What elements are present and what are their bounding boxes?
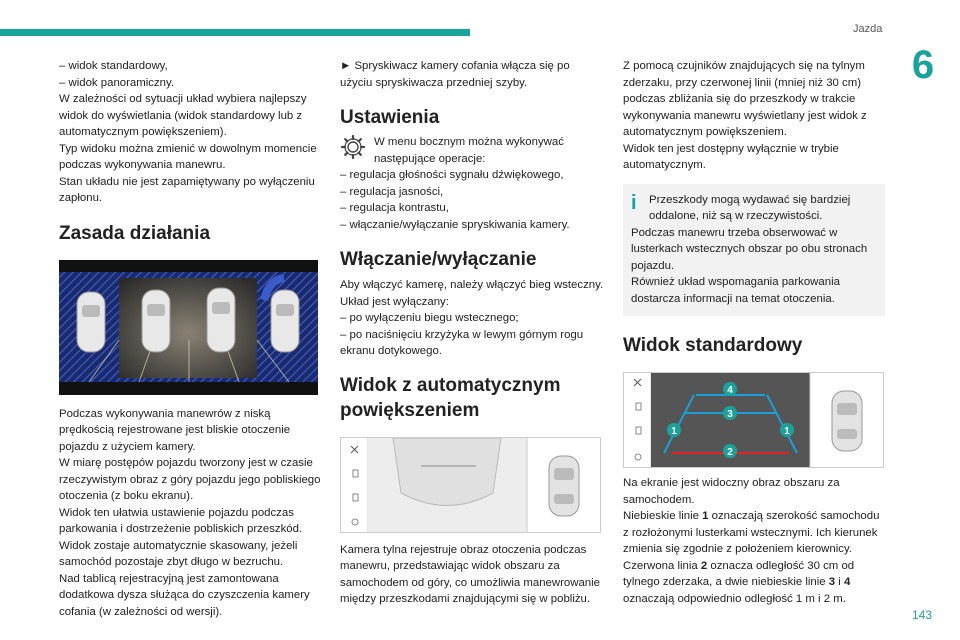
text-line: Na ekranie jest widoczny obraz obszaru za [623,477,840,489]
text-line: parkowania i dostrzeżenie pobliskich przeszkód. [59,523,303,535]
chapter-number: 6 [911,43,935,87]
text-line: wykonywania manewru wyświetlany jest widok z [623,109,867,122]
text-line: podczas wykonywania manewru. [59,159,226,171]
text-line: Kamera tylna rejestruje obraz otoczenia podczas [340,543,587,556]
text-line: Z pomocą czujników znajdujących się na tylnym [623,60,865,72]
text-line: Stan układu nie jest zapamiętywany po wyłączeniu [59,175,315,188]
gear-icon [340,134,366,160]
column-1 [59,58,321,620]
text-line: manewru, przedstawiając widok obszaru za [340,560,560,572]
text-line: rzeczywistym obraz z góry pojazdu jego pobliskiego [59,473,321,486]
car-icon [271,290,299,352]
heading-on-off: Włączanie/wyłączanie [340,249,537,270]
text-line: samochodem od góry, co umożliwia manewrowanie [340,576,600,589]
figure-number-2: 2 [727,447,733,458]
list-item: – regulacja głośności sygnału dźwiękowego, [340,169,564,181]
car-icon [207,288,235,352]
figure-number-1: 1 [784,426,790,437]
auto-zoom-sensor-text [623,58,885,174]
auto-zoom-screen-illustration [341,438,600,532]
heading-line: Widok z automatycznym [340,374,561,396]
text-line: Podczas manewru trzeba obserwować w [631,226,838,239]
text-line: – po naciśnięciu krzyżyka w lewym górnym rogu [340,328,584,341]
heading-auto-zoom [340,373,602,423]
text-line: tylnego zderzaka, a dwie niebieskie linie 3 i 4 [623,576,851,588]
text-line: Również układ wspomagania parkowania [631,276,840,288]
text-line: podczas zbliżania się do przeszkody w trakcie [623,93,856,105]
text-line: Czerwona linia 2 oznacza odległość 30 cm od [623,559,855,572]
text-line: Układ jest wyłączany: [340,295,449,308]
running-header: Jazda [853,23,883,35]
figure-auto-zoom-screen [340,437,601,533]
text-line: zapłonu. [59,192,103,204]
text-line: automatycznym powiększeniem. [623,126,787,138]
auto-zoom-text [340,542,602,608]
column-2 [340,58,602,608]
text-line: ekranu dotykowego. [340,345,442,357]
car-icon [77,292,105,352]
text-line: lusterkach wstecznych obszar po obu stronach [631,243,868,255]
list-item: – regulacja jasności, [340,185,444,198]
header-accent-bar [0,29,470,36]
text-line: zmienia się zgodnie z położeniem kierownicy. [623,543,852,555]
text-line: cofania (w zależności od wersji). [59,605,223,618]
on-off-text [340,277,602,360]
text-line: W zależności od sytuacji układ wybiera najlepszy [59,93,307,105]
text-line: Podczas wykonywania manewrów z niską [59,407,271,420]
list-item: – regulacja kontrastu, [340,202,449,214]
text-line: Widok zostaje automatycznie skasowany, jeżeli [59,539,298,552]
heading-operating-principle: Zasada działania [59,222,211,244]
text-line: W menu bocznym można wykonywać [374,136,564,148]
intro-text [59,58,321,207]
text-line: pojazdu. [631,259,675,272]
heading-line: powiększeniem [340,399,480,421]
standard-view-illustration [624,373,883,467]
figure-standard-view-screen [623,372,884,468]
figure-parking-views [59,260,318,395]
text-line: – po wyłączeniu biegu wstecznego; [340,312,519,324]
page-number: 143 [912,608,933,622]
text-line: W miarę postępów pojazdu tworzony jest w czasie [59,457,313,469]
text-line: dostarcza informacji na temat otoczenia. [631,292,835,305]
figure-number-3: 3 [727,409,733,420]
text-line: widok do wyświetlania (widok standardowy lub z [59,109,303,122]
text-line: – widok standardowy, [59,60,168,72]
text-line: Niebieskie linie 1 oznaczają szerokość samochodu [623,510,880,522]
settings-lead [340,134,602,167]
text-line: z rozłożonymi lusterkami wstecznymi. Ich kierunek [623,526,878,539]
figure-number-1: 1 [671,426,677,437]
car-icon [142,290,170,352]
text-line: Widok ten jest dostępny wyłącznie w trybie [623,142,839,155]
info-box [623,184,885,317]
text-line: zderzaku, przy czerwonej linii (mniej niż 30 cm) [623,76,862,89]
text-line: oddalone, niż są w rzeczywistości. [649,210,823,222]
text-line: ► Spryskiwacz kamery cofania włącza się po [340,60,570,72]
text-line: Aby włączyć kamerę, należy włączyć bieg wsteczny. [340,279,604,291]
text-line: otoczenia (z boku ekranu). [59,490,194,502]
standard-view-text [623,475,885,607]
text-line: Widok ten ułatwia ustawienie pojazdu podczas [59,506,294,519]
text-line: Przeszkody mogą wydawać się bardziej [649,193,851,206]
parking-sequence-illustration [59,260,318,395]
list-item: – włączanie/wyłączanie spryskiwania kamery. [340,218,570,231]
text-line: prędkością rejestrowane jest bliskie otoczenie [59,424,291,436]
text-line: automatycznym powiększeniem). [59,126,227,138]
operating-principle-text [59,406,321,621]
text-line: następujące operacje: [374,152,486,165]
car-icon [832,391,862,451]
settings-list [340,167,602,233]
text-line: Nad tablicą rejestracyjną jest zamontowana [59,572,279,585]
text-line: użyciu spryskiwacza przedniej szyby. [340,76,528,89]
text-line: Typ widoku można zmienić w dowolnym momencie [59,142,317,155]
column-3 [623,58,885,607]
text-line: samochód pozostaje zbyt długo w bezruchu. [59,556,284,568]
figure-number-4: 4 [727,385,733,396]
info-icon: i [631,191,637,214]
car-icon [549,456,579,516]
heading-settings: Ustawienia [340,107,440,128]
text-line: samochodem. [623,493,695,506]
text-line: – widok panoramiczny. [59,76,175,89]
info-first [631,192,877,225]
heading-standard-view: Widok standardowy [623,335,803,356]
text-line: pojazdu z użyciem kamery. [59,440,196,453]
text-line: oznaczają odpowiednio odległość 1 m i 2 m. [623,592,846,605]
text-line: dodatkowa dysza służąca do czyszczenia kamery [59,589,310,601]
text-line: między przeszkodami znajdującymi się w pobliżu. [340,593,591,605]
text-line: automatycznym. [623,159,706,171]
